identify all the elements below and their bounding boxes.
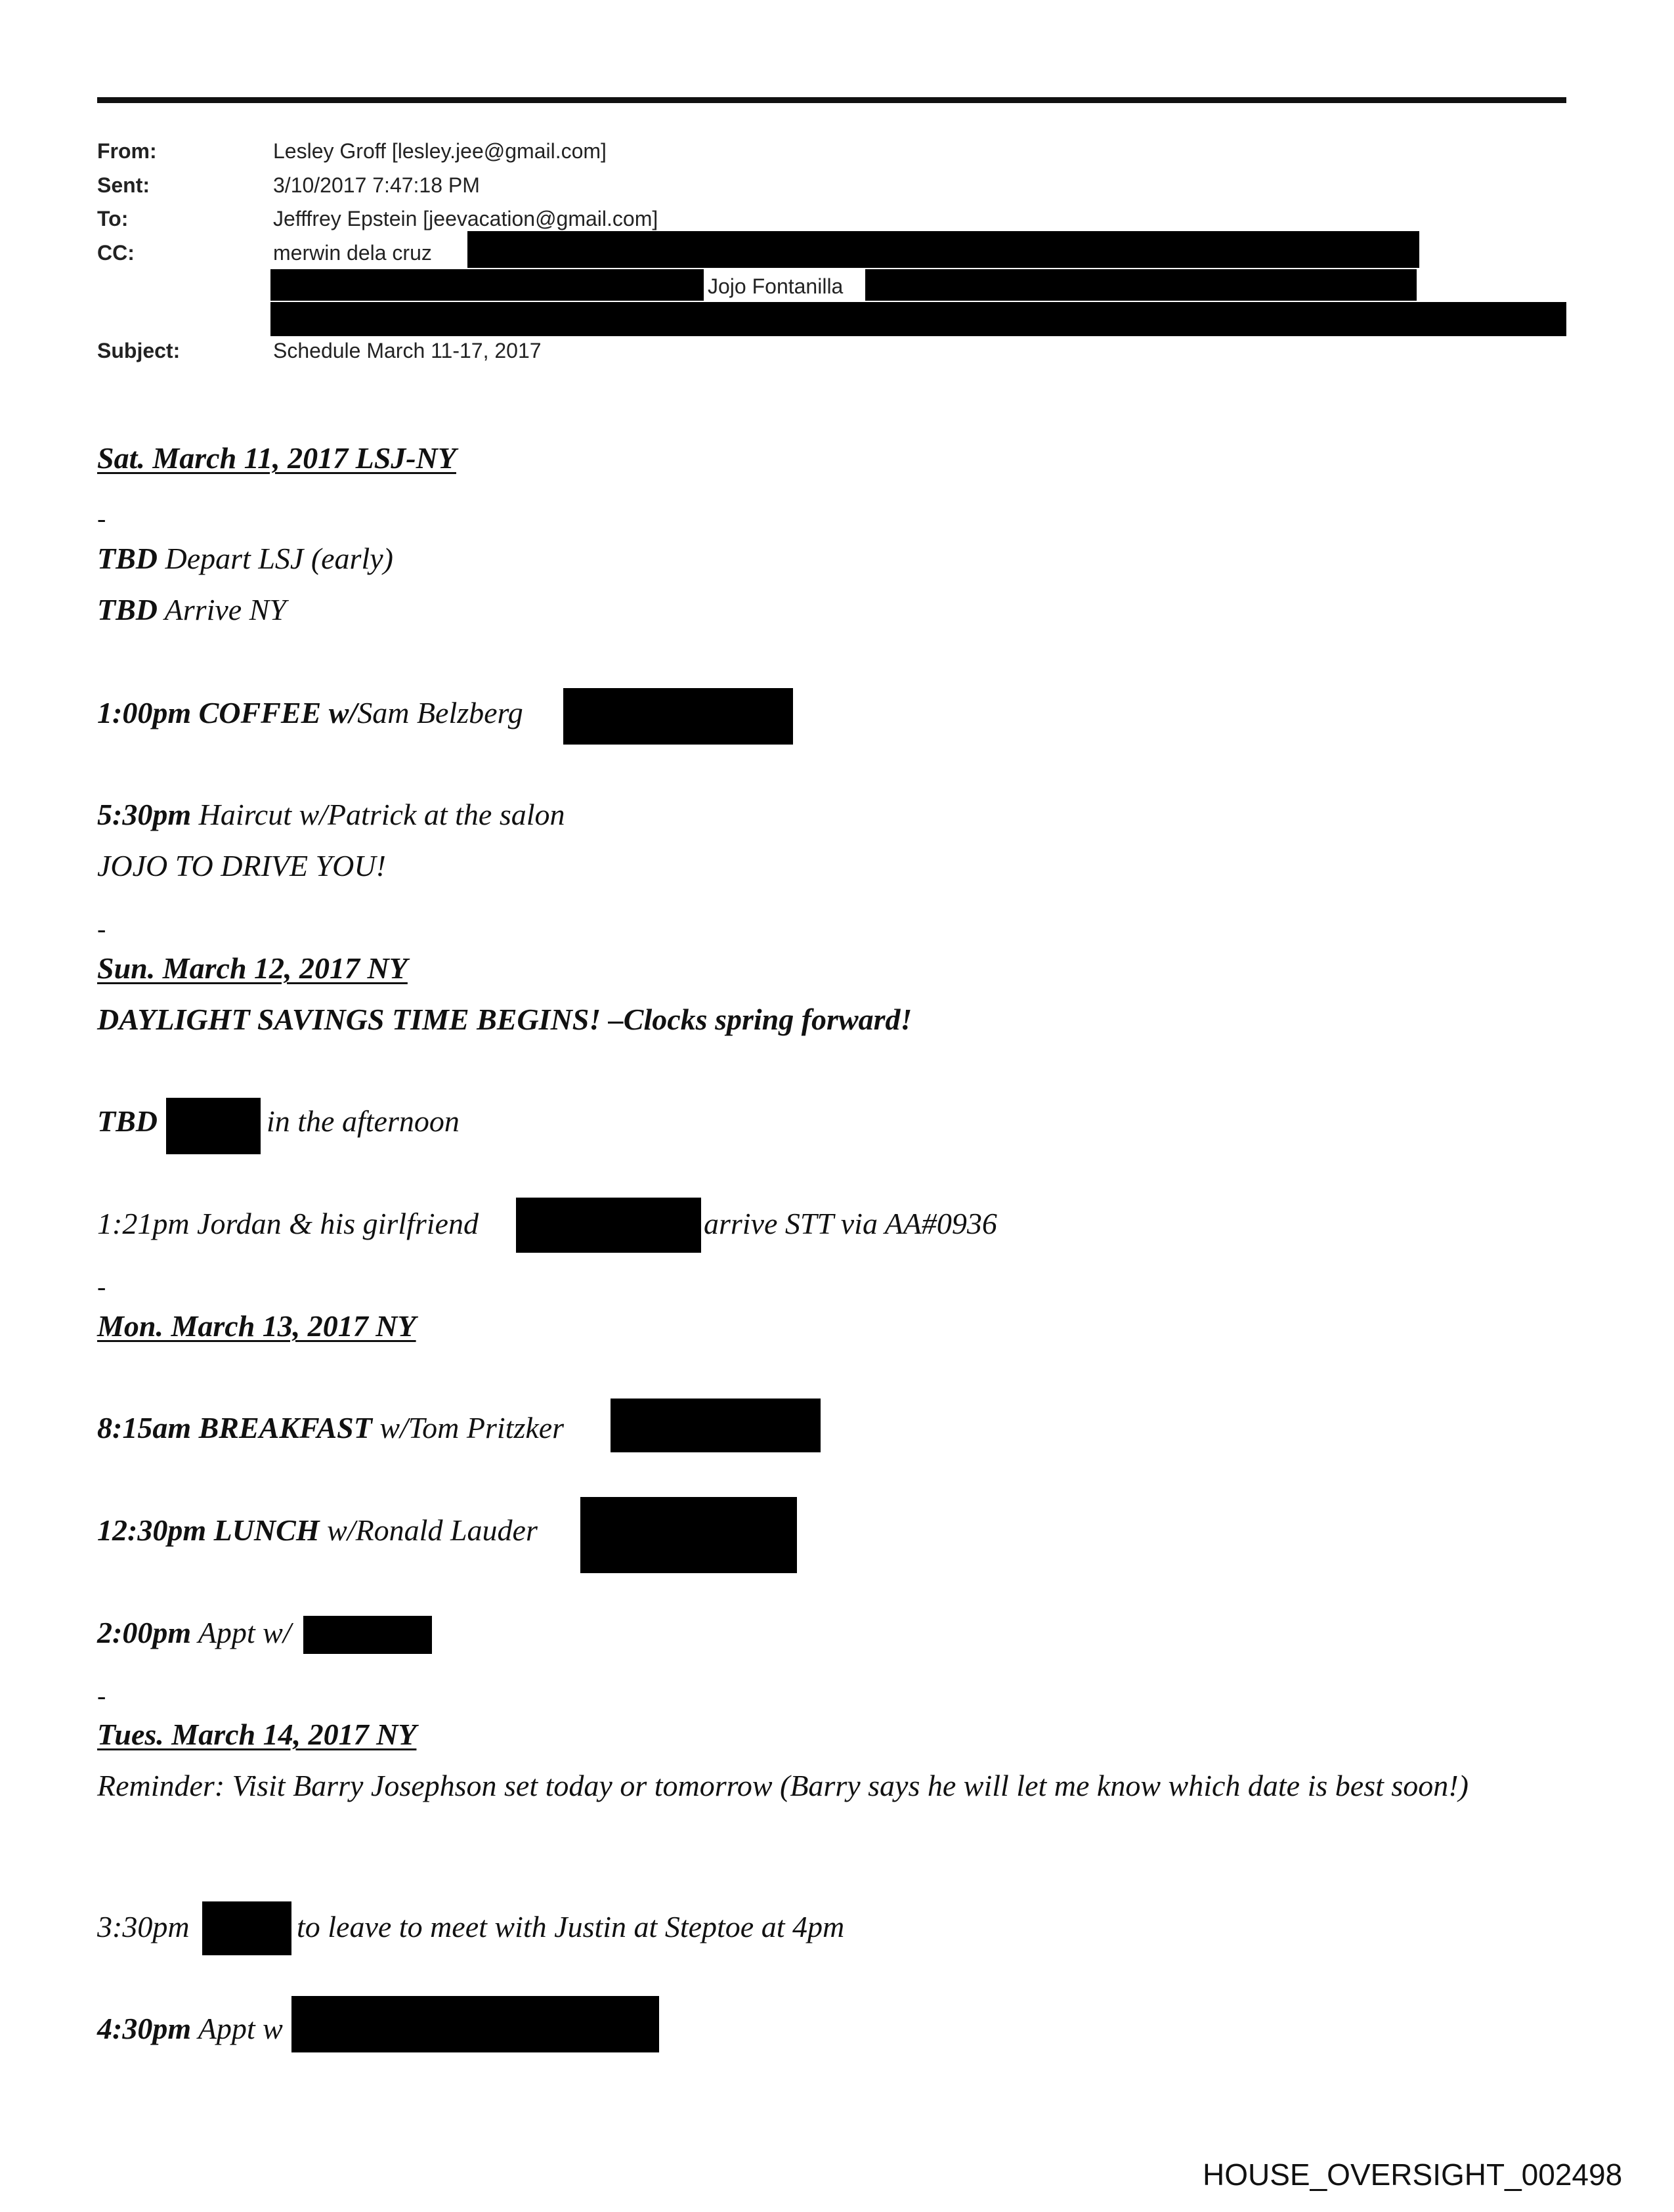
event-jordan-arrival-a: 1:21pm Jordan & his girlfriend [97, 1207, 479, 1240]
bates-number: HOUSE_OVERSIGHT_002498 [1203, 2158, 1623, 2192]
event-depart: TBD Depart LSJ (early) [97, 542, 393, 575]
to-value: Jefffrey Epstein [jeevacation@gmail.com] [273, 207, 658, 230]
separator-dash: - [97, 504, 106, 533]
from-label: From: [97, 139, 157, 163]
redaction-cc-1 [467, 231, 1419, 268]
redaction-leave [202, 1901, 291, 1955]
separator-dash: - [97, 914, 106, 943]
sent-label: Sent: [97, 173, 150, 197]
event-leave-a: 3:30pm [97, 1910, 190, 1943]
event-jordan-arrival-b: arrive STT via AA#0936 [704, 1207, 997, 1240]
redaction-breakfast [611, 1399, 821, 1452]
separator-dash: - [97, 1681, 106, 1710]
redaction-cc-3 [865, 269, 1417, 301]
redaction-cc-4 [270, 302, 1566, 336]
event-leave-b: to leave to meet with Justin at Steptoe at 4pm [297, 1910, 845, 1943]
redaction-girlfriend [516, 1198, 701, 1253]
cc-label: CC: [97, 241, 135, 265]
redaction-appt-mon [303, 1616, 432, 1654]
separator-dash: - [97, 1272, 106, 1301]
redaction-lunch [580, 1497, 797, 1573]
event-lunch: 12:30pm LUNCH w/Ronald Lauder [97, 1513, 538, 1547]
subject-value: Schedule March 11-17, 2017 [273, 339, 542, 362]
day-heading-tue: Tues. March 14, 2017 NY [97, 1718, 417, 1751]
event-tbd-afternoon-text: in the afternoon [267, 1104, 460, 1138]
cc-value-1: merwin dela cruz [273, 241, 432, 265]
redaction-coffee [563, 688, 793, 745]
day-heading-sun: Sun. March 12, 2017 NY [97, 951, 408, 985]
sent-value: 3/10/2017 7:47:18 PM [273, 173, 480, 197]
event-arrive: TBD Arrive NY [97, 593, 286, 626]
day-heading-mon: Mon. March 13, 2017 NY [97, 1309, 416, 1343]
redaction-appt-tue [291, 1996, 659, 2052]
event-driver-note: JOJO TO DRIVE YOU! [97, 849, 386, 882]
event-appt-tue: 4:30pm Appt w [97, 2012, 283, 2045]
event-breakfast: 8:15am BREAKFAST w/Tom Pritzker [97, 1411, 565, 1444]
event-haircut: 5:30pm Haircut w/Patrick at the salon [97, 798, 565, 831]
event-tbd-afternoon-time: TBD [97, 1104, 158, 1138]
event-coffee: 1:00pm COFFEE w/Sam Belzberg [97, 696, 523, 729]
dst-notice: DAYLIGHT SAVINGS TIME BEGINS! –Clocks spring forward! [97, 1003, 912, 1036]
reminder-text: Reminder: Visit Barry Josephson set today or tomorrow (Barry says he will let me know which date is best soon!) [97, 1769, 1469, 1802]
cc-value-2: Jojo Fontanilla [708, 274, 844, 298]
from-value: Lesley Groff [lesley.jee@gmail.com] [273, 139, 607, 163]
to-label: To: [97, 207, 129, 230]
event-appt-mon: 2:00pm Appt w/ [97, 1616, 291, 1649]
day-heading-sat: Sat. March 11, 2017 LSJ-NY [97, 441, 456, 475]
redaction-afternoon [166, 1098, 261, 1154]
subject-label: Subject: [97, 339, 181, 362]
header-rule [97, 97, 1566, 103]
redaction-cc-2 [270, 269, 704, 301]
